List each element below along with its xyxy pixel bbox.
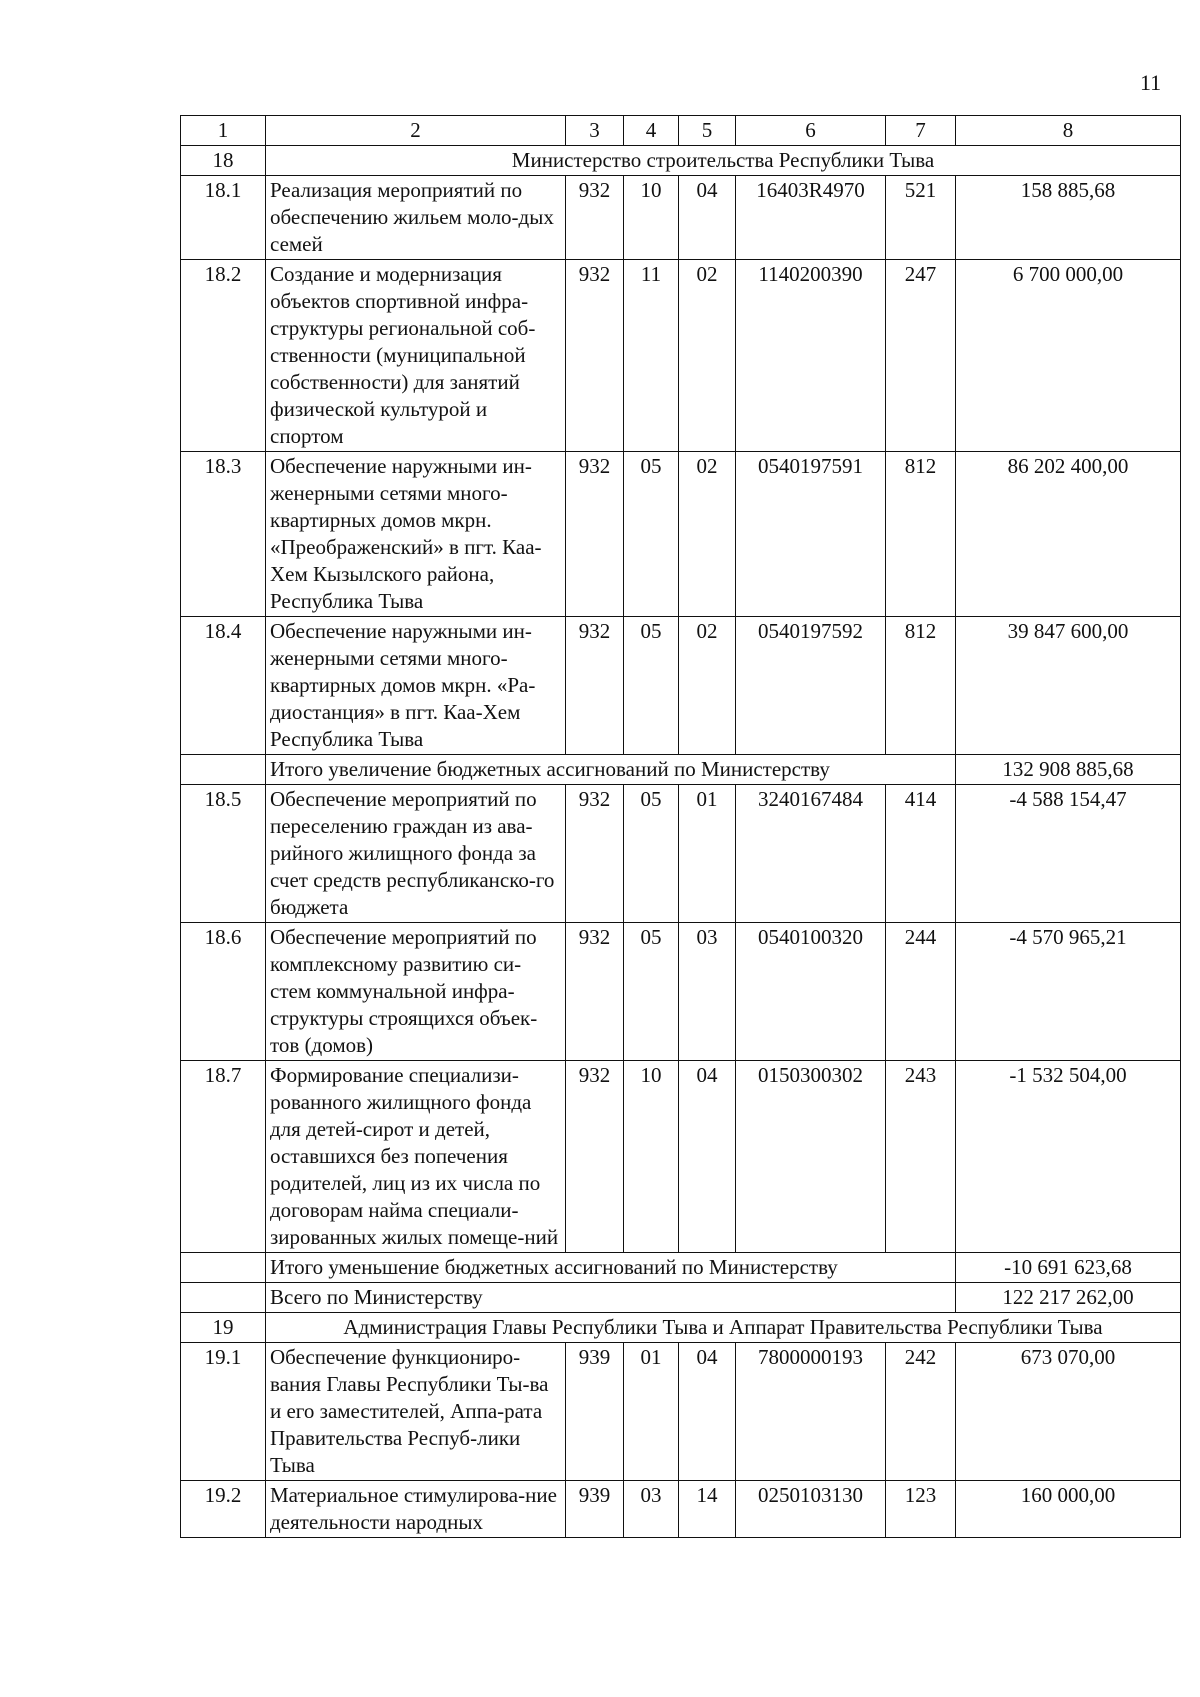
section-row <box>181 1313 1181 1343</box>
header-cell: 5 <box>679 116 736 146</box>
row-col4: 01 <box>624 1343 679 1481</box>
header-cell: 8 <box>956 116 1181 146</box>
row-number: 18.4 <box>181 617 266 755</box>
row-col3: 932 <box>566 1061 624 1253</box>
row-col7: 242 <box>886 1343 956 1481</box>
table-row <box>181 1481 1181 1538</box>
total-label: Всего по Министерству <box>266 1283 956 1313</box>
row-amount: 86 202 400,00 <box>956 452 1181 617</box>
row-amount: 673 070,00 <box>956 1343 1181 1481</box>
empty-cell <box>181 1253 266 1283</box>
row-col5: 03 <box>679 923 736 1061</box>
row-col7: 812 <box>886 617 956 755</box>
row-col3: 932 <box>566 785 624 923</box>
row-col6: 1140200390 <box>736 260 886 452</box>
row-col6: 0540197591 <box>736 452 886 617</box>
total-amount: -10 691 623,68 <box>956 1253 1181 1283</box>
budget-table <box>180 115 1181 1538</box>
row-description: Материальное стимулирова-ние деятельности народных <box>266 1481 566 1538</box>
row-col3: 939 <box>566 1481 624 1538</box>
row-col6: 0250103130 <box>736 1481 886 1538</box>
row-col3: 932 <box>566 260 624 452</box>
empty-cell <box>181 1283 266 1313</box>
row-col3: 932 <box>566 176 624 260</box>
row-number: 18.1 <box>181 176 266 260</box>
row-col6: 0540197592 <box>736 617 886 755</box>
row-number: 18.7 <box>181 1061 266 1253</box>
row-col6: 0540100320 <box>736 923 886 1061</box>
row-col5: 04 <box>679 1343 736 1481</box>
table-row <box>181 1343 1181 1481</box>
row-col3: 939 <box>566 1343 624 1481</box>
row-col4: 10 <box>624 1061 679 1253</box>
row-col3: 932 <box>566 617 624 755</box>
row-amount: 158 885,68 <box>956 176 1181 260</box>
row-col3: 932 <box>566 923 624 1061</box>
header-cell: 1 <box>181 116 266 146</box>
header-cell: 6 <box>736 116 886 146</box>
total-amount: 122 217 262,00 <box>956 1283 1181 1313</box>
total-row <box>181 1253 1181 1283</box>
header-cell: 3 <box>566 116 624 146</box>
row-amount: 6 700 000,00 <box>956 260 1181 452</box>
row-col7: 247 <box>886 260 956 452</box>
row-col4: 05 <box>624 923 679 1061</box>
row-description: Обеспечение мероприятий по переселению граждан из ава-рийного жилищного фонда за счет средств республиканско-го бюджета <box>266 785 566 923</box>
empty-cell <box>181 755 266 785</box>
row-amount: 160 000,00 <box>956 1481 1181 1538</box>
row-col6: 16403R4970 <box>736 176 886 260</box>
section-title: Администрация Главы Республики Тыва и Аппарат Правительства Республики Тыва <box>266 1313 1181 1343</box>
header-row <box>181 116 1181 146</box>
section-title: Министерство строительства Республики Тыва <box>266 146 1181 176</box>
row-col5: 02 <box>679 260 736 452</box>
row-col6: 0150300302 <box>736 1061 886 1253</box>
row-description: Обеспечение функциониро-вания Главы Республики Ты-ва и его заместителей, Аппа-рата Правительства Респуб-лики Тыва <box>266 1343 566 1481</box>
row-col5: 01 <box>679 785 736 923</box>
row-col4: 05 <box>624 785 679 923</box>
row-col5: 04 <box>679 1061 736 1253</box>
row-number: 19.2 <box>181 1481 266 1538</box>
section-row <box>181 146 1181 176</box>
row-col7: 414 <box>886 785 956 923</box>
table-row <box>181 617 1181 755</box>
row-col5: 02 <box>679 617 736 755</box>
row-amount: -4 570 965,21 <box>956 923 1181 1061</box>
row-col7: 244 <box>886 923 956 1061</box>
row-col4: 10 <box>624 176 679 260</box>
row-col7: 521 <box>886 176 956 260</box>
header-cell: 7 <box>886 116 956 146</box>
row-col7: 812 <box>886 452 956 617</box>
table-row <box>181 176 1181 260</box>
row-number: 18.6 <box>181 923 266 1061</box>
total-row <box>181 1283 1181 1313</box>
total-label: Итого увеличение бюджетных ассигнований по Министерству <box>266 755 956 785</box>
row-col5: 04 <box>679 176 736 260</box>
row-col4: 11 <box>624 260 679 452</box>
row-description: Обеспечение наружными ин-женерными сетями много-квартирных домов мкрн. «Ра-диостанция» в пгт. Каа-Хем Республика Тыва <box>266 617 566 755</box>
row-col3: 932 <box>566 452 624 617</box>
table-row <box>181 923 1181 1061</box>
total-label: Итого уменьшение бюджетных ассигнований по Министерству <box>266 1253 956 1283</box>
row-col6: 7800000193 <box>736 1343 886 1481</box>
row-number: 18.5 <box>181 785 266 923</box>
header-cell: 4 <box>624 116 679 146</box>
total-row <box>181 755 1181 785</box>
row-col4: 05 <box>624 617 679 755</box>
table-row <box>181 785 1181 923</box>
row-amount: -4 588 154,47 <box>956 785 1181 923</box>
row-col5: 02 <box>679 452 736 617</box>
table-row <box>181 1061 1181 1253</box>
row-number: 18.2 <box>181 260 266 452</box>
table-row <box>181 260 1181 452</box>
row-amount: -1 532 504,00 <box>956 1061 1181 1253</box>
row-col6: 3240167484 <box>736 785 886 923</box>
row-col7: 243 <box>886 1061 956 1253</box>
row-col4: 05 <box>624 452 679 617</box>
row-col5: 14 <box>679 1481 736 1538</box>
page-number: 11 <box>1140 70 1162 95</box>
row-col7: 123 <box>886 1481 956 1538</box>
row-number: 19.1 <box>181 1343 266 1481</box>
row-description: Обеспечение наружными ин-женерными сетями много-квартирных домов мкрн. «Преображенский» в пгт. Каа-Хем Кызылского района, Республика Тыва <box>266 452 566 617</box>
header-cell: 2 <box>266 116 566 146</box>
section-number: 18 <box>181 146 266 176</box>
section-number: 19 <box>181 1313 266 1343</box>
row-description: Реализация мероприятий по обеспечению жильем моло-дых семей <box>266 176 566 260</box>
table-row <box>181 452 1181 617</box>
total-amount: 132 908 885,68 <box>956 755 1181 785</box>
row-amount: 39 847 600,00 <box>956 617 1181 755</box>
row-number: 18.3 <box>181 452 266 617</box>
row-description: Обеспечение мероприятий по комплексному развитию си-стем коммунальной инфра-структуры строящихся объек-тов (домов) <box>266 923 566 1061</box>
row-col4: 03 <box>624 1481 679 1538</box>
row-description: Формирование специализи-рованного жилищного фонда для детей-сирот и детей, оставшихся без попечения родителей, лиц из их числа по договорам найма специали-зированных жилых помеще-ний <box>266 1061 566 1253</box>
row-description: Создание и модернизация объектов спортивной инфра-структуры региональной соб-ственности (муниципальной собственности) для занятий физической культурой и спортом <box>266 260 566 452</box>
